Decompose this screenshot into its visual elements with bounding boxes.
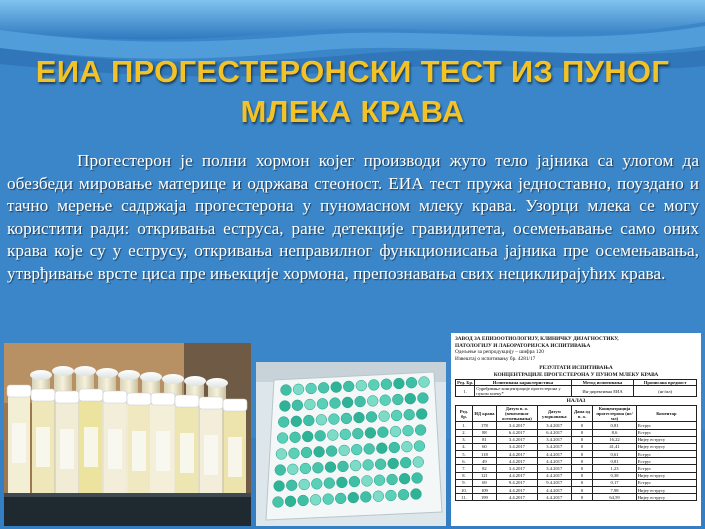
table-cell: 3.4.2017 xyxy=(537,443,571,450)
plate-well xyxy=(364,444,375,455)
plate-well xyxy=(290,432,301,443)
plate-well xyxy=(341,413,352,424)
plate-well xyxy=(350,460,361,471)
table-cell: 81 xyxy=(472,436,496,443)
table-cell: Еструс xyxy=(636,422,696,429)
table-cell: 6.4.2017 xyxy=(537,429,571,436)
title-line-2: МЛЕКА КРАВА xyxy=(240,94,465,129)
plate-well xyxy=(379,411,390,422)
table-cell: 0,17 xyxy=(593,479,636,486)
report-number: Извештај о испитивању бр. 4281/17 xyxy=(455,355,536,362)
table-cell: 3.4.2017 xyxy=(496,436,537,443)
plate-well xyxy=(380,395,391,406)
finding-header: Датум в. о. (вештачког осемењавања) xyxy=(496,406,537,422)
table-cell: Еструс xyxy=(636,465,696,472)
method-header-no: Ред. Бр. xyxy=(457,379,474,385)
table-cell: 69 xyxy=(472,479,496,486)
table-cell: 88 xyxy=(472,429,496,436)
title-line-1: ЕИА ПРОГЕСТЕРОНСКИ ТЕСТ ИЗ ПУНОГ xyxy=(35,54,670,89)
plate-well xyxy=(351,444,362,455)
method-cell-method: Ин-директивна ЕИА xyxy=(571,386,634,397)
plate-well xyxy=(367,396,378,407)
method-header-method: Метод испитивања xyxy=(571,379,634,385)
plate-well xyxy=(291,416,302,427)
plate-well xyxy=(413,457,424,468)
plate-well xyxy=(313,462,324,473)
plate-well xyxy=(293,384,304,395)
plate-well xyxy=(314,446,325,457)
plate-well xyxy=(378,427,389,438)
finding-header: ИД крава xyxy=(472,406,496,422)
sample-tubes-photo xyxy=(4,343,251,526)
plate-well xyxy=(392,394,403,405)
plate-well xyxy=(275,465,286,476)
plate-well xyxy=(285,496,296,507)
plate-well xyxy=(289,448,300,459)
plate-well xyxy=(316,414,327,425)
table-cell: 1. xyxy=(456,422,473,429)
plate-well xyxy=(278,417,289,428)
table-cell: 0,61 xyxy=(593,451,636,458)
method-cell-no: 1. xyxy=(456,386,475,397)
plate-well xyxy=(287,464,298,475)
table-cell: 0 xyxy=(571,422,593,429)
table-cell: 3.4.2017 xyxy=(537,465,571,472)
method-header-characteristic: Испитивана карактеристика xyxy=(475,379,571,385)
table-cell: 1,23 xyxy=(593,465,636,472)
table-cell: Еструс xyxy=(636,429,696,436)
plate-well xyxy=(325,462,336,473)
table-cell: 3.4.2017 xyxy=(496,443,537,450)
method-cell-characteristic: Одређивање концентрације прогестерона у пуном млеку* xyxy=(475,386,571,397)
plate-well xyxy=(335,493,346,504)
table-row xyxy=(456,422,697,429)
plate-well xyxy=(298,495,309,506)
plate-well xyxy=(403,425,414,436)
table-cell: 60 xyxy=(472,443,496,450)
plate-well xyxy=(338,461,349,472)
plate-well xyxy=(415,425,426,436)
table-cell: 0 xyxy=(571,494,593,501)
table-cell: Нијеу еструсу xyxy=(636,443,696,450)
table-row xyxy=(456,451,697,458)
plate-well xyxy=(323,494,334,505)
table-cell: 82 xyxy=(472,465,496,472)
body-paragraph xyxy=(7,150,699,286)
table-row xyxy=(456,494,697,501)
plate-well xyxy=(354,412,365,423)
plate-well xyxy=(273,497,284,508)
plate-well xyxy=(305,399,316,410)
table-cell: Еструс xyxy=(636,458,696,465)
plate-well xyxy=(352,428,363,439)
plate-well xyxy=(376,443,387,454)
plate-well xyxy=(274,481,285,492)
table-cell: 178 xyxy=(472,422,496,429)
plate-well xyxy=(292,400,303,411)
table-cell: 8,6 xyxy=(593,429,636,436)
plate-well xyxy=(362,476,373,487)
plate-well xyxy=(365,428,376,439)
plate-well xyxy=(406,377,417,388)
plate-well xyxy=(329,414,340,425)
report-org-line-1: ЗАВОД ЗА ЕПИЗООТИОЛОГИЈУ, КЛИНИЧКУ ДИЈАГНОСТИКУ, xyxy=(455,336,619,342)
table-cell: 9.4.2017 xyxy=(537,479,571,486)
plate-well xyxy=(302,431,313,442)
plate-well xyxy=(412,473,423,484)
table-cell: 0,38 xyxy=(593,472,636,479)
table-row xyxy=(456,465,697,472)
plate-well xyxy=(374,475,385,486)
table-cell: 7,98 xyxy=(593,487,636,494)
table-cell: 4.4.2017 xyxy=(537,472,571,479)
table-cell: 8. xyxy=(456,472,473,479)
table-cell: Еструс xyxy=(636,479,696,486)
table-row xyxy=(456,487,697,494)
plate-well xyxy=(301,447,312,458)
finding-title: НАЛАЗ xyxy=(566,398,586,405)
table-cell: 64,59 xyxy=(593,494,636,501)
plate-well xyxy=(337,477,348,488)
plate-well xyxy=(414,441,425,452)
plate-well xyxy=(299,479,310,490)
table-cell: 0 xyxy=(571,429,593,436)
plate-well xyxy=(405,393,416,404)
table-cell: 4.4.2017 xyxy=(537,458,571,465)
report-dept-line: Одељење за репродукцију – шифра 120 xyxy=(455,349,544,356)
plate-well xyxy=(340,429,351,440)
plate-well xyxy=(388,458,399,469)
results-subtitle: КОНЦЕНТРАЦИЈЕ ПРОГЕСТЕРОНА У ПУНОМ МЛЕКУ КРАВА xyxy=(493,372,659,379)
plate-well xyxy=(419,377,430,388)
plate-well xyxy=(400,457,411,468)
plate-well xyxy=(324,478,335,489)
plate-well xyxy=(398,489,409,500)
table-cell: 49 xyxy=(472,458,496,465)
plate-well xyxy=(416,409,427,420)
plate-well xyxy=(276,449,287,460)
table-cell: 0 xyxy=(571,487,593,494)
elisa-plate-photo xyxy=(256,362,446,526)
finding-table xyxy=(455,405,697,501)
table-cell: 0,81 xyxy=(593,458,636,465)
table-cell: 0 xyxy=(571,458,593,465)
plate-well xyxy=(348,492,359,503)
plate-well xyxy=(418,393,429,404)
plate-well xyxy=(342,397,353,408)
finding-header: Концентрација прогестерона (нг/мл) xyxy=(593,406,636,422)
table-cell: Нијеу еструсу xyxy=(636,494,696,501)
plate-well xyxy=(310,494,321,505)
plate-well xyxy=(381,379,392,390)
plate-well xyxy=(399,473,410,484)
table-cell: 3.4.2017 xyxy=(537,436,571,443)
table-cell: 9.4.2017 xyxy=(496,479,537,486)
plate-well xyxy=(343,381,354,392)
table-cell: 4.4.2017 xyxy=(537,487,571,494)
table-cell: 3. xyxy=(456,436,473,443)
plate-well xyxy=(277,433,288,444)
table-cell: 2. xyxy=(456,429,473,436)
table-cell: 0,81 xyxy=(593,422,636,429)
plate-well xyxy=(402,441,413,452)
table-cell: Нијеу еструсу xyxy=(636,487,696,494)
table-cell: Нијеу еструсу xyxy=(636,472,696,479)
table-cell: 3.4.2017 xyxy=(496,422,537,429)
plate-well xyxy=(355,396,366,407)
table-cell: 0 xyxy=(571,451,593,458)
plate-well xyxy=(366,412,377,423)
plate-well xyxy=(281,385,292,396)
finding-header: Коментар xyxy=(636,406,696,422)
table-cell: 41,41 xyxy=(593,443,636,450)
table-row xyxy=(456,443,697,450)
plate-well xyxy=(327,430,338,441)
plate-well xyxy=(318,382,329,393)
table-row xyxy=(456,458,697,465)
plate-well xyxy=(389,442,400,453)
table-cell: 121 xyxy=(472,472,496,479)
table-row xyxy=(456,436,697,443)
table-cell: 4.4.2017 xyxy=(537,451,571,458)
plate-well xyxy=(363,460,374,471)
plate-well xyxy=(356,380,367,391)
plate-well xyxy=(286,480,297,491)
plate-well xyxy=(360,492,371,503)
table-cell: 4.4.2017 xyxy=(496,472,537,479)
finding-table-body xyxy=(456,422,697,501)
table-row xyxy=(456,472,697,479)
finding-header: Ред. бр. xyxy=(456,406,473,422)
table-row xyxy=(456,429,697,436)
table-cell: 3.4.2017 xyxy=(537,422,571,429)
table-cell: 0 xyxy=(571,436,593,443)
table-cell: 9. xyxy=(456,479,473,486)
plate-well xyxy=(326,446,337,457)
plate-well xyxy=(280,401,291,412)
table-cell: 16,22 xyxy=(593,436,636,443)
plate-well xyxy=(349,476,360,487)
table-cell: 6. xyxy=(456,458,473,465)
table-cell: 7. xyxy=(456,465,473,472)
plate-well xyxy=(339,445,350,456)
table-cell: 109 xyxy=(472,487,496,494)
table-cell: 0 xyxy=(571,472,593,479)
table-cell: 6.4.2017 xyxy=(496,429,537,436)
plate-well xyxy=(303,415,314,426)
table-cell: 118 xyxy=(472,451,496,458)
plate-well xyxy=(394,378,405,389)
table-cell: 199 xyxy=(472,494,496,501)
table-cell: 4.4.2017 xyxy=(496,451,537,458)
table-cell: 4. xyxy=(456,443,473,450)
plate-well xyxy=(390,426,401,437)
plate-well xyxy=(373,491,384,502)
plate-well xyxy=(300,463,311,474)
table-cell: 11. xyxy=(456,494,473,501)
table-cell: 0 xyxy=(571,479,593,486)
paragraph-text: Прогестерон је полни хормон којег производи жуто тело јајника са улогом да обезбеди мировање материце и одржава стеоност. ЕИА тест пружа једноставно, поуздано и тачно мерење садржаја прогестерона у пуномасном млеку крава. Узорци млека се могу користити ради: откривања еструса, ране детекције гравидитета, осемењавање само оних крава које су у еструсу, откривања неправилног функционисања јајника пре осемењавања, утврђивање врсте циса пре ињекције хормона, препознавања свих нециклирајућих крава. xyxy=(7,151,699,283)
table-cell: 4.4.2017 xyxy=(537,494,571,501)
table-cell: 0 xyxy=(571,465,593,472)
report-org-line-2: ПАТОЛОГИЈУ И ЛАБОРАТОРИЈСКА ИСПИТИВАЊА xyxy=(455,342,591,349)
plate-well xyxy=(331,382,342,393)
table-cell: 4.4.2017 xyxy=(496,458,537,465)
table-cell: Еструс xyxy=(636,451,696,458)
plate-well xyxy=(317,398,328,409)
plate-well xyxy=(411,489,422,500)
plate-well xyxy=(386,490,397,501)
plate-well xyxy=(311,478,322,489)
table-cell: Нијеу еструсу xyxy=(636,436,696,443)
slide-title xyxy=(0,52,705,132)
plate-well xyxy=(387,474,398,485)
method-cell-value: (нг/мл) xyxy=(634,386,697,397)
plate-well xyxy=(391,410,402,421)
finding-header: Дана од в. о. xyxy=(571,406,593,422)
table-row xyxy=(456,479,697,486)
lab-report-document xyxy=(451,333,701,526)
table-cell: 10. xyxy=(456,487,473,494)
table-cell: 4.4.2017 xyxy=(496,487,537,494)
results-title: РЕЗУЛТАТИ ИСПИТИВАЊА xyxy=(539,365,613,372)
table-cell: 3.4.2017 xyxy=(496,465,537,472)
plate-well xyxy=(368,380,379,391)
plate-well xyxy=(315,430,326,441)
plate-well xyxy=(375,459,386,470)
plate-well xyxy=(330,398,341,409)
finding-header: Датум узорковања xyxy=(537,406,571,422)
plate-well xyxy=(404,409,415,420)
table-cell: 0 xyxy=(571,443,593,450)
plate-well xyxy=(306,383,317,394)
table-cell: 4.4.2017 xyxy=(496,494,537,501)
method-header-value: Прописана вредност xyxy=(634,379,697,385)
table-cell: 5. xyxy=(456,451,473,458)
method-table xyxy=(455,379,697,397)
